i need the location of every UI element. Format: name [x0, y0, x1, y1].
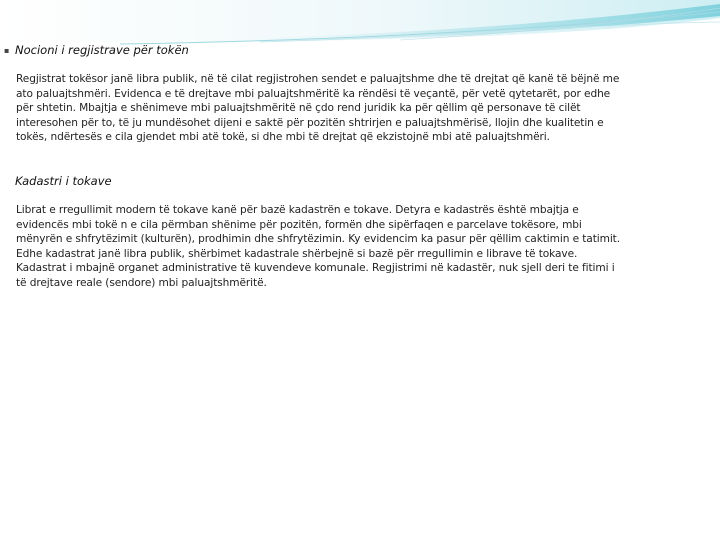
paragraph-line: Librat e rregullimit modern të tokave kanë për bazë kadastrën e tokave. Detyra e kadastrës është mbajtja e	[16, 204, 579, 216]
paragraph-line: ato paluajtshmëri. Evidenca e të drejtave mbi paluajtshmëritë ka rëndësi të veçantë, për vetë qytetarët, por edhe	[16, 87, 611, 100]
paragraph-line: interesohen për to, të ju mundësohet dijeni e saktë për pozitën shtrirjen e paluajtshmërisë, llojin dhe kualitetin e	[16, 116, 604, 129]
paragraph-line: Regjistrat tokësor janë libra publik, në të cilat regjistrohen sendet e paluajtshme dhe të drejtat që kanë të bëjnë me	[16, 73, 620, 85]
paragraph-line: evidencës mbi tokë n e cila përmban shënime për pozitën, formën dhe sipërfaqen e parcelave tokësore, mbi	[16, 218, 582, 231]
paragraph-line: Kadastrat i mbajnë organet administrative të kuvendeve komunale. Regjistrimi në kadastër, nuk sjell deri te fitimi i	[16, 262, 615, 275]
paragraph-line: Edhe kadastrat janë libra publik, shërbimet kadastrale shërbejnë si bazë për rregullimin e librave të tokave.	[16, 247, 578, 260]
section-heading-registers: Nocioni i regjistrave për tokën	[15, 43, 189, 57]
paragraph-registers	[16, 72, 706, 145]
paragraph-line: të drejtave reale (sendore) mbi paluajtshmëritë.	[16, 276, 267, 289]
bullet-icon: ▪	[4, 46, 10, 55]
paragraph-cadastre	[16, 203, 706, 291]
paragraph-line: për shtetin. Mbajtja e shënimeve mbi paluajtshmëritë në çdo rend juridik ka për qëllim që personave të cilët	[16, 102, 581, 115]
paragraph-line: tokës, ndërtesës e cila gjendet mbi atë tokë, si dhe mbi të drejtat që ekzistojnë mbi atë paluajtshmëri.	[16, 131, 550, 144]
section-heading-cadastre: Kadastri i tokave	[15, 174, 112, 188]
paragraph-line: mënyrën e shfrytëzimit (kulturën), prodhimin dhe shfrytëzimin. Ky evidencim ka pasur për qëllim caktimin e tatimit.	[16, 233, 620, 246]
